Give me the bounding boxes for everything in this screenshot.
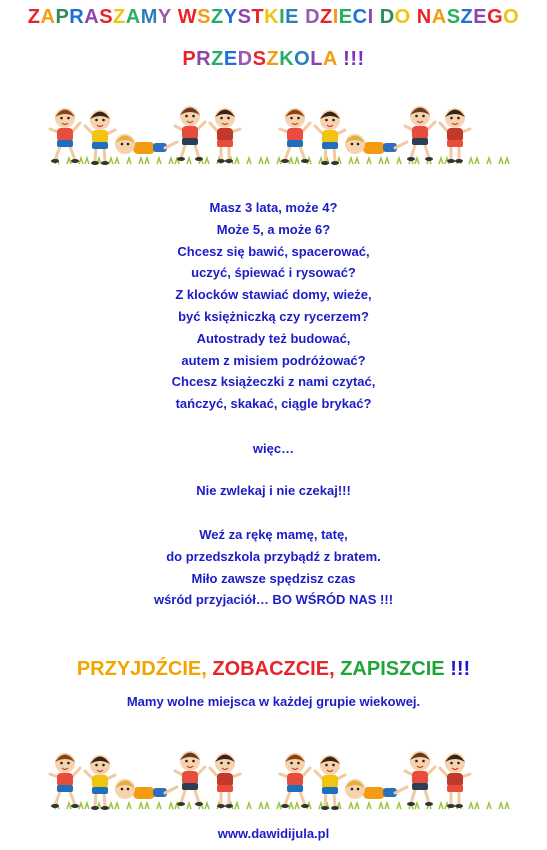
heading-letter: T: [251, 6, 265, 28]
children-illustration-top: [0, 98, 547, 168]
children-illustration-bottom: [0, 743, 547, 813]
heading-letter: R: [196, 48, 212, 70]
heading-letter: P: [55, 6, 70, 28]
heading-letter: E: [473, 6, 488, 28]
cta-part-1: PRZYJDŹCIE,: [76, 658, 207, 680]
heading-letter: S: [446, 6, 461, 28]
heading-letter: A: [40, 6, 56, 28]
heading-letter: S: [197, 6, 212, 28]
child-figure: [85, 110, 115, 165]
poem-line: być księżniczką czy rycerzem?: [178, 308, 369, 324]
heading-letter: O: [503, 6, 520, 28]
heading-letter: S: [99, 6, 114, 28]
heading-letter: Z: [211, 48, 224, 70]
child-lying-figure: [115, 134, 177, 154]
heading-letter: !!!: [337, 48, 365, 70]
heading-letter: S: [237, 6, 252, 28]
child-figure: [315, 755, 345, 810]
child-figure: [85, 755, 115, 810]
heading-letter: N: [416, 6, 432, 28]
heading-letter: Z: [113, 6, 126, 28]
poem-line: do przedszkola przybądź z bratem.: [166, 548, 381, 564]
heading-letter: C: [352, 6, 368, 28]
child-figure: [175, 751, 205, 806]
heading-letter: A: [125, 6, 141, 28]
heading-letter: Y: [223, 6, 238, 28]
poem-line: Miło zawsze spędzisz czas: [191, 570, 356, 586]
heading-letter: I: [367, 6, 374, 28]
heading-letter: P: [182, 48, 197, 70]
heading-letter: W: [177, 6, 198, 28]
cta-part-3: ZAPISZCIE: [340, 658, 445, 680]
poem-line: Chcesz książeczki z nami czytać,: [171, 374, 376, 390]
poem-line: Z klocków stawiać domy, wieże,: [175, 287, 372, 303]
heading-letter: Z: [320, 6, 333, 28]
child-figure: [50, 108, 80, 163]
heading-letter: I: [332, 6, 339, 28]
heading-letter: O: [394, 6, 411, 28]
poem-stanza-2: [0, 524, 547, 611]
child-figure: [315, 110, 345, 165]
child-lying-figure: [345, 134, 407, 154]
child-figure: [280, 753, 310, 808]
heading-line-1: [0, 6, 547, 29]
heading-letter: O: [294, 48, 311, 70]
cta-part-2: ZOBACZCIE,: [212, 658, 335, 680]
heading-letter: A: [322, 48, 338, 70]
child-lying-figure: [345, 779, 407, 799]
heading-letter: L: [310, 48, 323, 70]
free-places-text: Mamy wolne miejsca w każdej grupie wiekowej.: [126, 694, 421, 709]
heading-letter: G: [487, 6, 504, 28]
heading-letter: Z: [27, 6, 41, 28]
child-figure: [440, 108, 470, 163]
poem-stanza-1: [0, 197, 547, 415]
heading-letter: D: [237, 48, 253, 70]
heading-letter: A: [431, 6, 447, 28]
child-figure: [405, 751, 435, 806]
poem-line: Chcesz się bawić, spacerować,: [177, 243, 370, 259]
heading-letter: E: [223, 48, 238, 70]
poem-line: Masz 3 lata, może 4?: [209, 200, 338, 215]
heading-letter: I: [279, 6, 286, 28]
poem-line: tańczyć, skakać, ciągle brykać?: [175, 396, 372, 412]
heading-letter: D: [305, 6, 321, 28]
child-figure: [405, 106, 435, 161]
heading-letter: Z: [266, 48, 280, 70]
poem-line: Autostrady też budować,: [196, 330, 351, 346]
child-figure: [175, 106, 205, 161]
heading-letter: A: [84, 6, 100, 28]
child-figure: [210, 108, 240, 163]
poem-line: autem z misiem podróżować?: [181, 352, 366, 368]
poem-line: wśród przyjaciół… BO WŚRÓD NAS !!!: [153, 592, 394, 608]
heading-letter: M: [140, 6, 158, 28]
poem-nie-zwlekaj: Nie zwlekaj i nie czekaj!!!: [196, 483, 351, 498]
heading-letter: Y: [157, 6, 172, 28]
child-figure: [440, 753, 470, 808]
heading-letter: R: [69, 6, 85, 28]
heading-letter: Z: [211, 6, 224, 28]
heading-letter: E: [338, 6, 353, 28]
poem-line: Weź za rękę mamę, tatę,: [199, 527, 348, 542]
call-to-action-heading: [0, 658, 547, 681]
heading-letter: Z: [460, 6, 474, 28]
heading-letter: D: [379, 6, 395, 28]
heading-letter: S: [252, 48, 267, 70]
child-figure: [50, 753, 80, 808]
heading-letter: K: [279, 48, 295, 70]
child-figure: [210, 753, 240, 808]
poem-wiec: więc…: [252, 441, 295, 456]
heading-letter: E: [285, 6, 299, 28]
cta-part-4: !!!: [450, 658, 471, 680]
heading-line-2: [0, 48, 547, 71]
website-link[interactable]: www.dawidijula.pl: [217, 826, 330, 841]
child-lying-figure: [115, 779, 177, 799]
poem-line: uczyć, śpiewać i rysować?: [191, 265, 356, 281]
heading-letter: K: [264, 6, 280, 28]
poem-line: Może 5, a może 6?: [216, 221, 331, 237]
child-figure: [280, 108, 310, 163]
